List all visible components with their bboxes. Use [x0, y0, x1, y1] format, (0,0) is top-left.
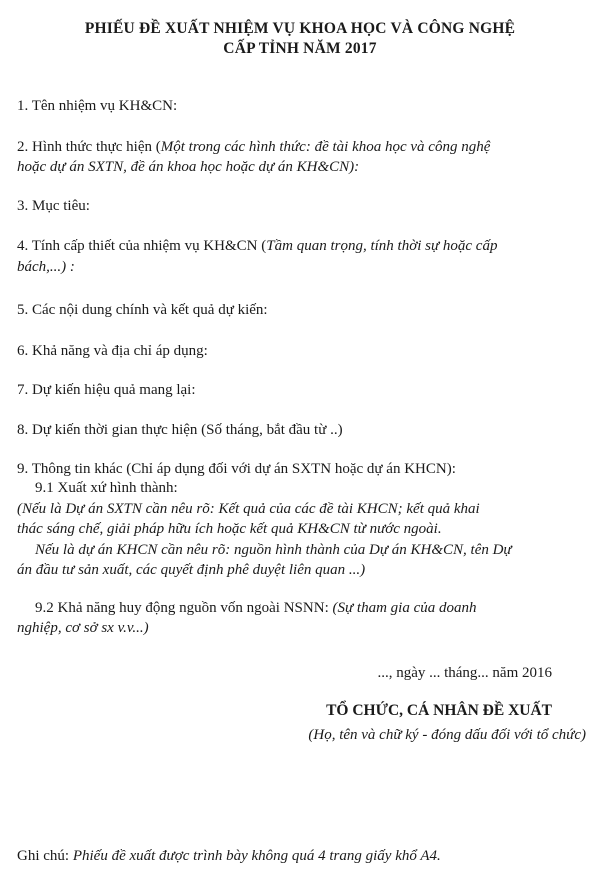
item-9-1-note-b: thác sáng chế, giải pháp hữu ích hoặc kết quả KH&CN từ nước ngoài. [17, 521, 442, 537]
item-9-2-label: 9.2 Khả năng huy động nguồn vốn ngoài NSNN: [35, 600, 333, 616]
item-9-1-note-a: (Nếu là Dự án SXTN cần nêu rõ: Kết quả của các đề tài KHCN; kết quả khai [17, 501, 480, 517]
item-9-2-funding [35, 598, 477, 619]
item-2-hint-b: hoặc dự án SXTN, đề án khoa học hoặc dự án KH&CN): [17, 159, 360, 175]
item-4-label: 4. Tính cấp thiết của nhiệm vụ KH&CN ( [17, 238, 267, 254]
item-1-task-name: 1. Tên nhiệm vụ KH&CN: [17, 98, 178, 114]
item-9-1-origin: 9.1 Xuất xứ hình thành: [35, 480, 178, 496]
footer-note-text: Phiếu đề xuất được trình bày không quá 4 trang giấy khổ A4. [72, 848, 441, 864]
item-9-1-note-d: án đầu tư sản xuất, các quyết định phê duyệt liên quan ...) [17, 562, 366, 578]
signature-note: (Họ, tên và chữ ký - đóng dấu đối với tổ chức) [308, 727, 586, 743]
item-4-hint-a: Tầm quan trọng, tính thời sự hoặc cấp [266, 238, 498, 254]
signature-date: ..., ngày ... tháng... năm 2016 [377, 665, 552, 681]
form-title-line-2: CẤP TỈNH NĂM 2017 [223, 40, 377, 57]
item-9-2-hint-a: (Sự tham gia của doanh [332, 600, 477, 616]
item-4-hint-b: bách,...) : [17, 259, 75, 275]
item-6-applicability: 6. Khả năng và địa chỉ áp dụng: [17, 343, 208, 359]
item-7-expected-effect: 7. Dự kiến hiệu quả mang lại: [17, 382, 196, 398]
item-3-objectives: 3. Mục tiêu: [17, 198, 90, 214]
footer-note [17, 846, 441, 867]
form-title-line-1: PHIẾU ĐỀ XUẤT NHIỆM VỤ KHOA HỌC VÀ CÔNG NGHỆ [84, 20, 516, 37]
item-9-2-hint-b: nghiệp, cơ sở sx v.v...) [17, 620, 149, 636]
item-8-expected-duration: 8. Dự kiến thời gian thực hiện (Số tháng, bắt đầu từ ..) [17, 422, 343, 438]
footer-note-label: Ghi chú: [17, 848, 73, 864]
item-5-main-contents: 5. Các nội dung chính và kết quả dự kiến: [17, 302, 268, 318]
item-4-urgency [17, 236, 497, 257]
item-9-other-info: 9. Thông tin khác (Chỉ áp dụng đối với dự án SXTN hoặc dự án KHCN): [17, 461, 456, 477]
signature-organization: TỔ CHỨC, CÁ NHÂN ĐỀ XUẤT [326, 702, 552, 719]
item-2-label: 2. Hình thức thực hiện ( [17, 139, 161, 155]
item-9-1-note-c: Nếu là dự án KHCN cần nêu rõ: nguồn hình thành của Dự án KH&CN, tên Dự [35, 542, 512, 558]
item-2-form-of-implementation [17, 137, 490, 158]
item-2-hint-a: Một trong các hình thức: đề tài khoa học và công nghệ [160, 139, 491, 155]
